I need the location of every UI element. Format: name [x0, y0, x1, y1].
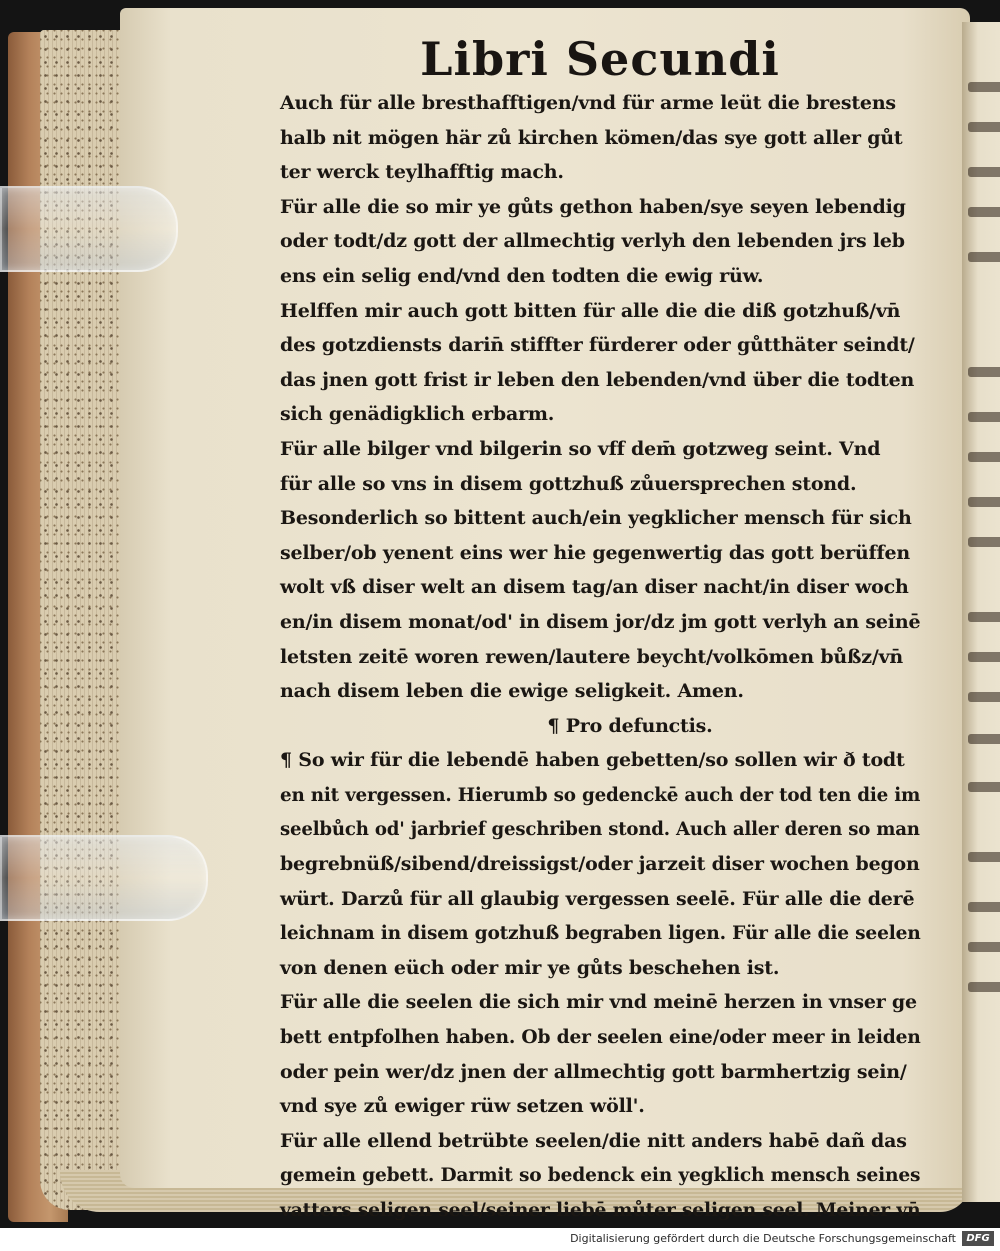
funding-credit: Digitalisierung gefördert durch die Deutsche Forschungsgemeinschaft: [570, 1232, 956, 1245]
text-line: Besonderlich so bittent auch/ein yegklicher mensch für sich: [280, 507, 912, 530]
text-line: oder todt/dz gott der allmechtig verlyh den lebenden jrs leb: [280, 230, 905, 253]
text-line: des gotzdiensts darin̄ stiffter fürderer oder gůtthäter seindt/: [280, 334, 915, 357]
text-line: Auch für alle bresthafftigen/vnd für arme leüt die brestens: [280, 92, 896, 114]
text-line: ens ein selig end/vnd den todten die ewig rüw.: [280, 264, 764, 287]
text-line: Helffen mir auch gott bitten für alle die die diß gotzhuß/vn̄: [280, 299, 901, 322]
text-line: das jnen gott frist ir leben den lebenden/vnd über die todten: [280, 368, 915, 391]
text-line: ter werck teylhafftig mach.: [280, 161, 564, 184]
text-line: ¶ So wir für die lebendē haben gebetten/so sollen wir ð todt: [280, 749, 905, 772]
text-line: en nit vergessen. Hierumb so gedenckē auch der tod ten die im: [280, 783, 921, 806]
text-line: wolt vß diser welt an disem tag/an diser nacht/in diser woch: [280, 576, 909, 599]
text-line: würt. Darzů für all glaubig vergessen seelē. Für alle die derē: [280, 887, 915, 910]
text-line: Für alle bilger vnd bilgerin so vff dem̄ gotzweg seint. Vnd: [280, 437, 881, 460]
text-line: gemein gebett. Darmit so bedenck ein yegklich mensch seines: [280, 1164, 921, 1187]
book-clamp-top: [0, 186, 178, 272]
text-line: begrebnüß/sibend/dreissigst/oder jarzeit diser wochen begon: [280, 853, 920, 876]
page-text-block: [280, 86, 920, 1228]
footer-bar: [0, 1228, 1000, 1251]
text-line: sich genädigklich erbarm.: [280, 403, 555, 426]
dfg-logo: DFG: [962, 1231, 994, 1246]
book-clamp-bottom: [0, 835, 208, 921]
text-line: seelbůch od' jarbrief geschriben stond. Auch aller deren so man: [280, 818, 920, 841]
text-line: letsten zeitē woren rewen/lautere beycht/volkōmen bůßz/vn̄: [280, 645, 904, 668]
text-line: oder pein wer/dz jnen der allmechtig gott barmhertzig sein/: [280, 1060, 907, 1083]
text-line: en/in disem monat/od' in disem jor/dz jm gott verlyh an seinē: [280, 610, 921, 633]
text-line: Für alle die seelen die sich mir vnd meinē herzen in vnser ge: [280, 991, 917, 1014]
text-line: leichnam in disem gotzhuß begraben ligen. Für alle die seelen: [280, 922, 921, 945]
text-line: halb nit mögen här zů kirchen kömen/das sye gott aller gůt: [280, 126, 903, 149]
text-line: nach disem leben die ewige seligkeit. Amen.: [280, 680, 744, 703]
text-line: selber/ob yenent eins wer hie gegenwertig das gott berüffen: [280, 541, 910, 564]
running-head: Libri Secundi: [420, 32, 780, 86]
text-line: Für alle die so mir ye gůts gethon haben/sye seyen lebendig: [280, 195, 906, 218]
facing-page-edge: [962, 22, 1000, 1202]
text-line: vnd sye zů ewiger rüw setzen wöll'.: [280, 1095, 645, 1118]
text-line: Für alle ellend betrübte seelen/die nitt anders habē dañ das: [280, 1129, 907, 1152]
text-line: von denen eüch oder mir ye gůts beschehen ist.: [280, 956, 780, 979]
section-heading: ¶ Pro defunctis.: [547, 714, 713, 737]
text-line: vatters seligen seel/seiner liebē můter seligen seel. Meiner vn̄: [280, 1199, 921, 1221]
text-line: für alle so vns in disem gottzhuß zůuersprechen stond.: [280, 472, 857, 495]
text-line: bett entpfolhen haben. Ob der seelen eine/oder meer in leiden: [280, 1026, 921, 1049]
